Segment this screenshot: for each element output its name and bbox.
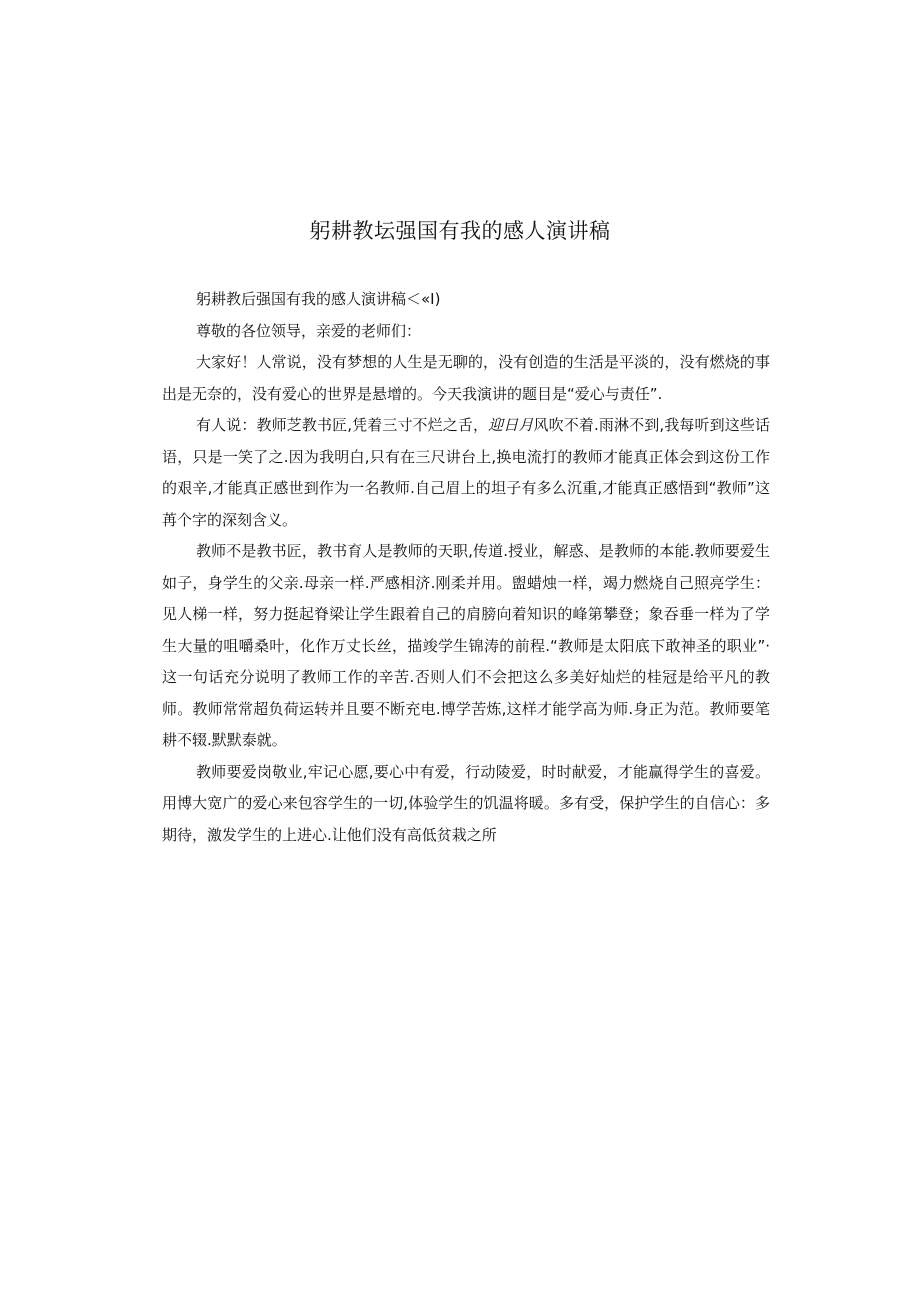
document-title: 躬耕教坛强国有我的感人演讲稿 [309,219,611,243]
paragraph-some-say-part2: 风吹不着.雨淋不到,我每听到这些话语，只是一笑了之.因为我明白,只有在三尺讲台上,换电流打的教师才能真正体会到这份工作的艰辛,才能真正感世到作为一名教师.自己眉上的坦子有多么沉重,才能真正感悟到“教师”这苒个字的深刻含义。 [162,416,770,529]
paragraph-some-say-part1: 有人说：教师芝教书匠,凭着三寸不烂之舌， [196,416,489,434]
paragraph-salutation: 尊敬的各位领导，亲爱的老师们： [196,321,422,340]
paragraph-love-job: 教师要爱岗敬业,牢记心愿,要心中有爱，行动陵爱，时时献爱，才能赢得学生的喜爱。用博大宽广的爱心来包容学生的一切,体验学生的饥温将暖。多有受，保护学生的自信心：多期待，激发学生的上进心.让他们没有高低贫栽之所 [162,762,770,844]
paragraph-greeting: 大家好！人常说，没有梦想的人生是无聊的，没有创造的生活是平淡的，没有燃烧的事出是无奈的，没有爱心的世界是悬增的。今天我演讲的题目是“爱心与责任”. [162,353,770,403]
paragraph-subtitle: 躬耕教后强国有我的感人演讲稿＜«I) [196,290,441,308]
paragraph-some-say-italic: 迎日月 [488,416,534,434]
document-body [162,284,770,851]
paragraph-some-say [162,410,770,536]
paragraph-not-craftsman: 教师不是教书匠，教书育人是教师的天职,传道.授业，解惑、是教师的本能.教师要爱生如子，身学生的父亲.母亲一样.严感相济.刚柔并用。盥蜡烛一样，竭力燃烧自己照亮学生：见人梯一样，努力挺起脊梁让学生跟着自己的肩膀向着知识的峰第攀登；象吞垂一样为了学生大量的咀嚼桑叶，化作万丈长丝，描竣学生锦涛的前程.“教师是太阳底下敢神圣的职业”·这一句话充分说明了教师工作的辛苦.否则人们不会把这么多美好灿烂的桂冠是给平凡的教师。教师常常超负荷运转并且要不断充电.博学苦炼,这样才能学高为师.身正为范。教师要笔耕不辍.默默泰就。 [162,542,770,749]
